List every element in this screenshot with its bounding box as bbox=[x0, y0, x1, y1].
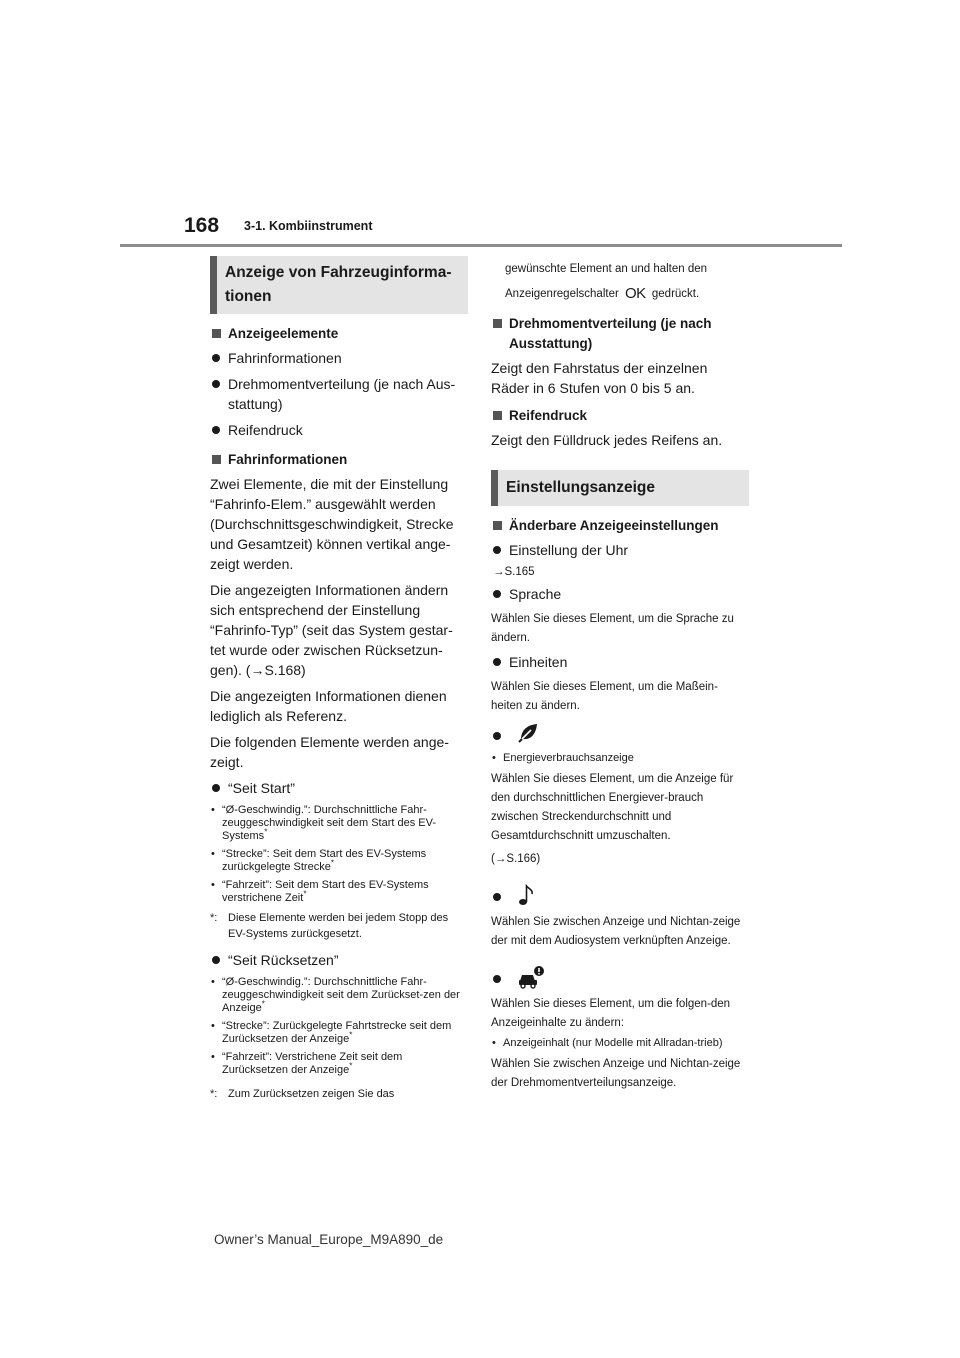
sub-bullet-text: “Ø-Geschwindig.”: Durchschnittliche Fahr-zeuggeschwindigkeit seit dem Start des EV-Systems bbox=[222, 804, 437, 842]
leaf-icon bbox=[517, 722, 539, 744]
footnote-mark: *: bbox=[210, 1088, 218, 1100]
heading-line-1: Anzeige von Fahrzeuginforma- bbox=[225, 264, 452, 281]
continued-text-b: Anzeigenregelschalter bbox=[505, 288, 619, 300]
paragraph: Wählen Sie dieses Element, um die Anzeige für den durchschnittlichen Energiever-brauch zwischen Streckendurchschnitt und Gesamtdurchschnitt umzuschalten. bbox=[491, 773, 734, 842]
item-seit-ruecksetzen: “Seit Rücksetzen” bbox=[210, 950, 468, 970]
footnote bbox=[210, 910, 468, 942]
list-item: Fahrinformationen bbox=[210, 348, 468, 368]
subheading-reifendruck: Reifendruck bbox=[491, 406, 749, 426]
paragraph: Wählen Sie dieses Element, um die Sprache zu ändern. bbox=[491, 613, 734, 644]
sub-bullet bbox=[210, 879, 468, 905]
footnote bbox=[210, 1085, 468, 1103]
footer-text: Owner’s Manual_Europe_M9A890_de bbox=[214, 1232, 444, 1247]
footnote-mark: *: bbox=[210, 912, 218, 924]
sub-bullet bbox=[210, 1051, 468, 1077]
sub-bullet-text: “Fahrzeit”: Seit dem Start des EV-Systems verstrichene Zeit bbox=[222, 879, 429, 904]
subheading-fahrinformationen: Fahrinformationen bbox=[210, 450, 468, 470]
list-item: Drehmomentverteilung (je nach Aus-stattung) bbox=[210, 374, 468, 414]
continued-text-line bbox=[505, 284, 749, 304]
sub-bullet-text: “Fahrzeit”: Verstrichene Zeit seit dem Zurücksetzen der Anzeige bbox=[222, 1051, 403, 1076]
list-item-audio bbox=[491, 883, 749, 909]
music-note-icon bbox=[517, 883, 537, 907]
footnote-asterisk: * bbox=[264, 827, 268, 837]
paragraph: Die folgenden Elemente werden ange-zeigt. bbox=[210, 734, 449, 770]
sub-bullet-text: “Strecke”: Zurückgelegte Fahrtstrecke seit dem Zurücksetzen der Anzeige bbox=[222, 1020, 452, 1045]
vehicle-info-icon bbox=[517, 965, 545, 989]
footnote-text: Diese Elemente werden bei jedem Stopp des EV-Systems zurückgesetzt. bbox=[228, 912, 449, 940]
section-title: 3-1. Kombiinstrument bbox=[244, 219, 373, 233]
paragraph: Wählen Sie zwischen Anzeige und Nichtan-zeige der mit dem Audiosystem verknüpften Anzeige. bbox=[491, 916, 741, 947]
sub-bullet bbox=[210, 804, 468, 843]
left-column bbox=[210, 256, 468, 1107]
paragraph: Zwei Elemente, die mit der Einstellung “Fahrinfo-Elem.” ausgewählt werden (Durchschnittsgeschwindigkeit, Strecke und Gesamtzeit) können vertikal ange-zeigt werden. bbox=[210, 476, 454, 572]
paragraph: Wählen Sie dieses Element, um die Maßein-heiten zu ändern. bbox=[491, 681, 718, 712]
list-item: Einheiten bbox=[491, 652, 749, 672]
page-reference: →S.165 bbox=[493, 566, 535, 578]
subheading-anzeigeelemente: Anzeigeelemente bbox=[210, 324, 468, 344]
page-reference: (→S.166) bbox=[491, 853, 541, 865]
paragraph: Wählen Sie dieses Element, um die folgen-den Anzeigeinhalte zu ändern: bbox=[491, 998, 731, 1029]
subheading-drehmoment: Drehmomentverteilung (je nach Ausstattung) bbox=[491, 314, 749, 354]
sub-bullet-text: “Strecke”: Seit dem Start des EV-Systems zurückgelegte Strecke bbox=[222, 848, 427, 873]
page-number: 168 bbox=[184, 214, 220, 237]
section-heading-einstellungsanzeige: Einstellungsanzeige bbox=[491, 470, 749, 506]
ok-button-glyph: OK bbox=[625, 285, 646, 302]
paragraph: Zeigt den Fülldruck jedes Reifens an. bbox=[491, 432, 723, 448]
paragraph: Zeigt den Fahrstatus der einzelnen Räder in 6 Stufen von 0 bis 5 an. bbox=[491, 360, 708, 396]
sub-bullet-text: “Ø-Geschwindig.”: Durchschnittliche Fahr-zeuggeschwindigkeit seit dem Zurückset-zen der Anzeige bbox=[222, 976, 460, 1014]
section-heading-fahrzeuginfo bbox=[210, 256, 468, 314]
list-item-eco bbox=[491, 722, 749, 748]
header-rule bbox=[120, 244, 842, 247]
sub-bullet: • Energieverbrauchsanzeige bbox=[491, 752, 749, 765]
footnote-asterisk: * bbox=[349, 1030, 353, 1040]
list-item: Sprache bbox=[491, 584, 749, 604]
list-item-vehicle bbox=[491, 965, 749, 991]
footnote-asterisk: * bbox=[330, 858, 334, 868]
paragraph: Wählen Sie zwischen Anzeige und Nichtan-zeige der Drehmomentverteilungsanzeige. bbox=[491, 1058, 741, 1089]
subheading-aenderbar: Änderbare Anzeigeeinstellungen bbox=[491, 516, 749, 536]
sub-bullet bbox=[210, 1020, 468, 1046]
sub-bullet bbox=[210, 976, 468, 1015]
item-seit-start: “Seit Start” bbox=[210, 778, 468, 798]
continued-text: gewünschte Element an und halten den bbox=[505, 263, 708, 275]
footnote-asterisk: * bbox=[349, 1061, 353, 1071]
continued-text-c: gedrückt. bbox=[651, 288, 700, 300]
list-item: Einstellung der Uhr bbox=[491, 540, 749, 560]
right-column bbox=[491, 256, 749, 1097]
sub-bullet: • Anzeigeinhalt (nur Modelle mit Allradan-trieb) bbox=[491, 1037, 749, 1050]
heading-line-2: tionen bbox=[225, 288, 272, 305]
footnote-text: Zum Zurücksetzen zeigen Sie das bbox=[228, 1088, 395, 1100]
footnote-asterisk: * bbox=[303, 889, 307, 899]
footnote-asterisk: * bbox=[261, 999, 265, 1009]
paragraph: Die angezeigten Informationen dienen lediglich als Referenz. bbox=[210, 688, 447, 724]
paragraph: Die angezeigten Informationen ändern sich entsprechend der Einstellung “Fahrinfo-Typ” (seit das System gestar-tet wurde oder zwischen Rücksetzun-gen). (→S.168) bbox=[210, 582, 453, 678]
sub-bullet bbox=[210, 848, 468, 874]
list-item: Reifendruck bbox=[210, 420, 468, 440]
